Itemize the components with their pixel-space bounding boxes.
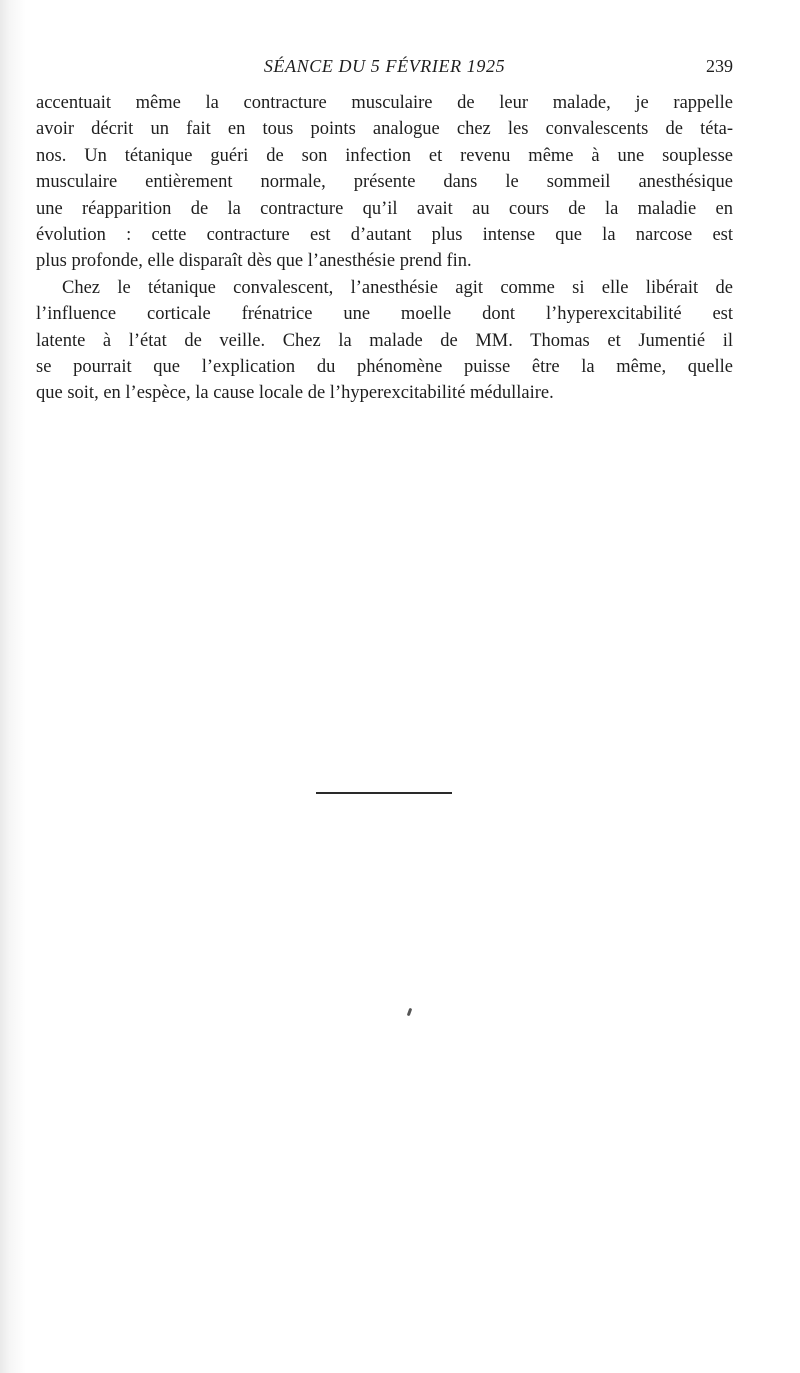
running-title: SÉANCE DU 5 FÉVRIER 1925 (263, 56, 506, 76)
text-line: que soit, en l’espèce, la cause locale de l’hyperexcitabilité médullaire. (36, 383, 554, 404)
text-line: une réapparition de la contracture qu’il avait au cours de la maladie en (36, 198, 733, 219)
text-line: accentuait même la contracture musculaire de leur malade, je rappelle (36, 93, 733, 113)
running-header (36, 56, 733, 80)
paragraph-1 (36, 90, 733, 275)
text-line: latente à l’état de veille. Chez la malade de MM. Thomas et Jumentié il (36, 330, 733, 351)
text-line: l’influence corticale frénatrice une moelle dont l’hyperexcitabilité est (36, 304, 733, 325)
text-line: se pourrait que l’explication du phénomène puisse être la même, quelle (36, 356, 733, 377)
paragraph-2 (36, 275, 733, 407)
section-divider (316, 792, 452, 794)
text-line: plus profonde, elle disparaît dès que l’anesthésie prend fin. (36, 251, 472, 272)
text-line: Chez le tétanique convalescent, l’anesthésie agit comme si elle libérait de (62, 277, 733, 298)
text-line: avoir décrit un fait en tous points analogue chez les convalescents de téta- (36, 119, 733, 140)
text-line: musculaire entièrement normale, présente dans le sommeil anesthésique (36, 172, 733, 193)
ink-speck (407, 1008, 413, 1017)
text-line: nos. Un tétanique guéri de son infection et revenu même à une souplesse (36, 145, 733, 166)
body-text (36, 90, 733, 407)
page-number: 239 (706, 56, 733, 76)
text-line: évolution : cette contracture est d’autant plus intense que la narcose est (36, 224, 733, 245)
